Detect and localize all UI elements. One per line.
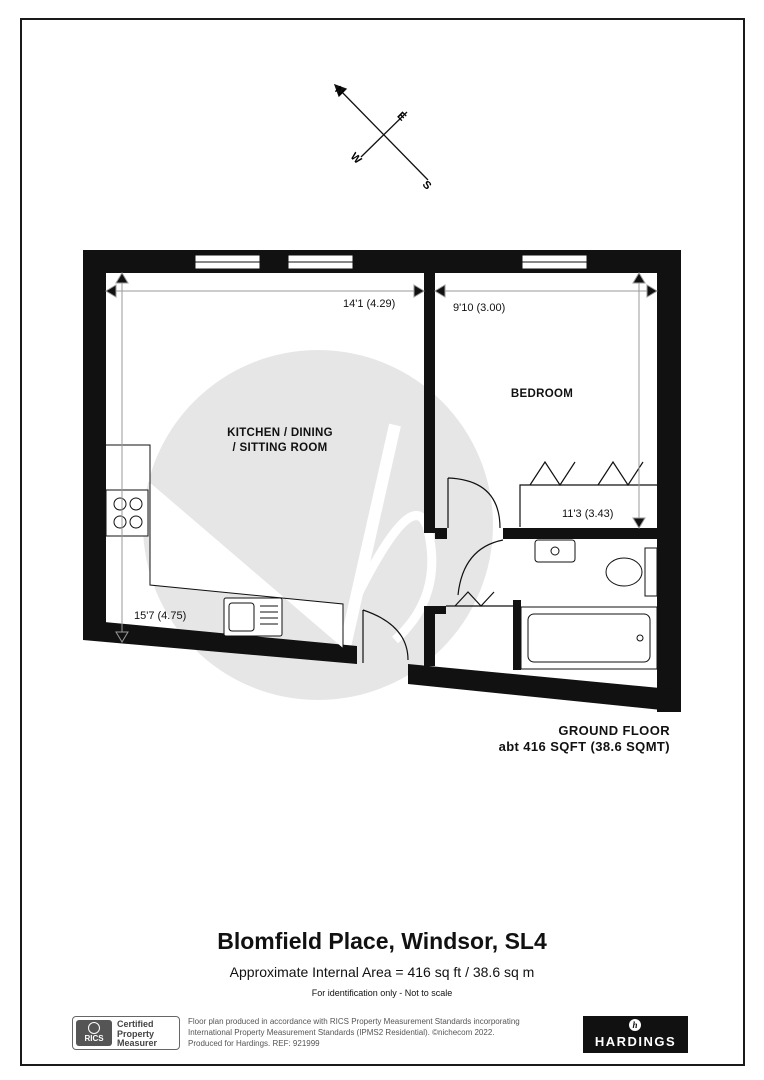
bedroom-label: BEDROOM	[510, 388, 574, 400]
identification-note: For identification only - Not to scale	[311, 988, 453, 998]
bedroom-width-dimension: 9'10 (3.00)	[453, 302, 506, 314]
kitchen-length-dimension: 15'7 (4.75)	[134, 610, 187, 622]
rics-logo-text: RICS	[84, 1034, 104, 1043]
internal-area: Approximate Internal Area = 416 sq ft / 38.6 sq m	[229, 964, 535, 980]
kitchen-label	[195, 426, 365, 456]
hardings-logo	[583, 1016, 688, 1053]
compass-north: N	[332, 84, 347, 99]
legal-line3: Produced for Hardings. REF: 921999	[188, 1039, 320, 1048]
bathroom-fittings	[521, 540, 657, 669]
floor-name: GROUND FLOOR	[558, 723, 670, 738]
kitchen-label-line1: KITCHEN / DINING	[227, 427, 333, 439]
rics-badge	[72, 1016, 180, 1050]
rics-line2: Property	[117, 1028, 155, 1039]
compass-east: E	[394, 109, 409, 124]
floor-area: abt 416 SQFT (38.6 SQMT)	[498, 739, 670, 754]
bedroom-length-dimension: 11'3 (3.43)	[562, 508, 614, 520]
compass-west: W	[347, 150, 364, 167]
floor-summary	[430, 723, 670, 755]
compass	[335, 85, 428, 180]
rics-line1: Certified	[117, 1019, 154, 1029]
compass-south: S	[419, 178, 434, 193]
rics-line3: Measurer	[117, 1038, 158, 1048]
rics-badge-text	[117, 1020, 157, 1049]
legal-line1: Floor plan produced in accordance with RICS Property Measurement Standards incorporating	[188, 1017, 520, 1026]
property-title: Blomfield Place, Windsor, SL4	[217, 928, 547, 954]
hardings-mark-icon: h	[629, 1019, 641, 1031]
kitchen-width-dimension: 14'1 (4.29)	[343, 298, 396, 310]
hardings-name: HARDINGS	[594, 1034, 677, 1049]
kitchen-label-line2: / SITTING ROOM	[232, 442, 328, 454]
legal-text	[188, 1016, 578, 1049]
legal-line2: International Property Measurement Standards (IPMS2 Residential). ©nichecom 2022.	[188, 1028, 495, 1037]
rics-logo-icon	[76, 1020, 112, 1046]
